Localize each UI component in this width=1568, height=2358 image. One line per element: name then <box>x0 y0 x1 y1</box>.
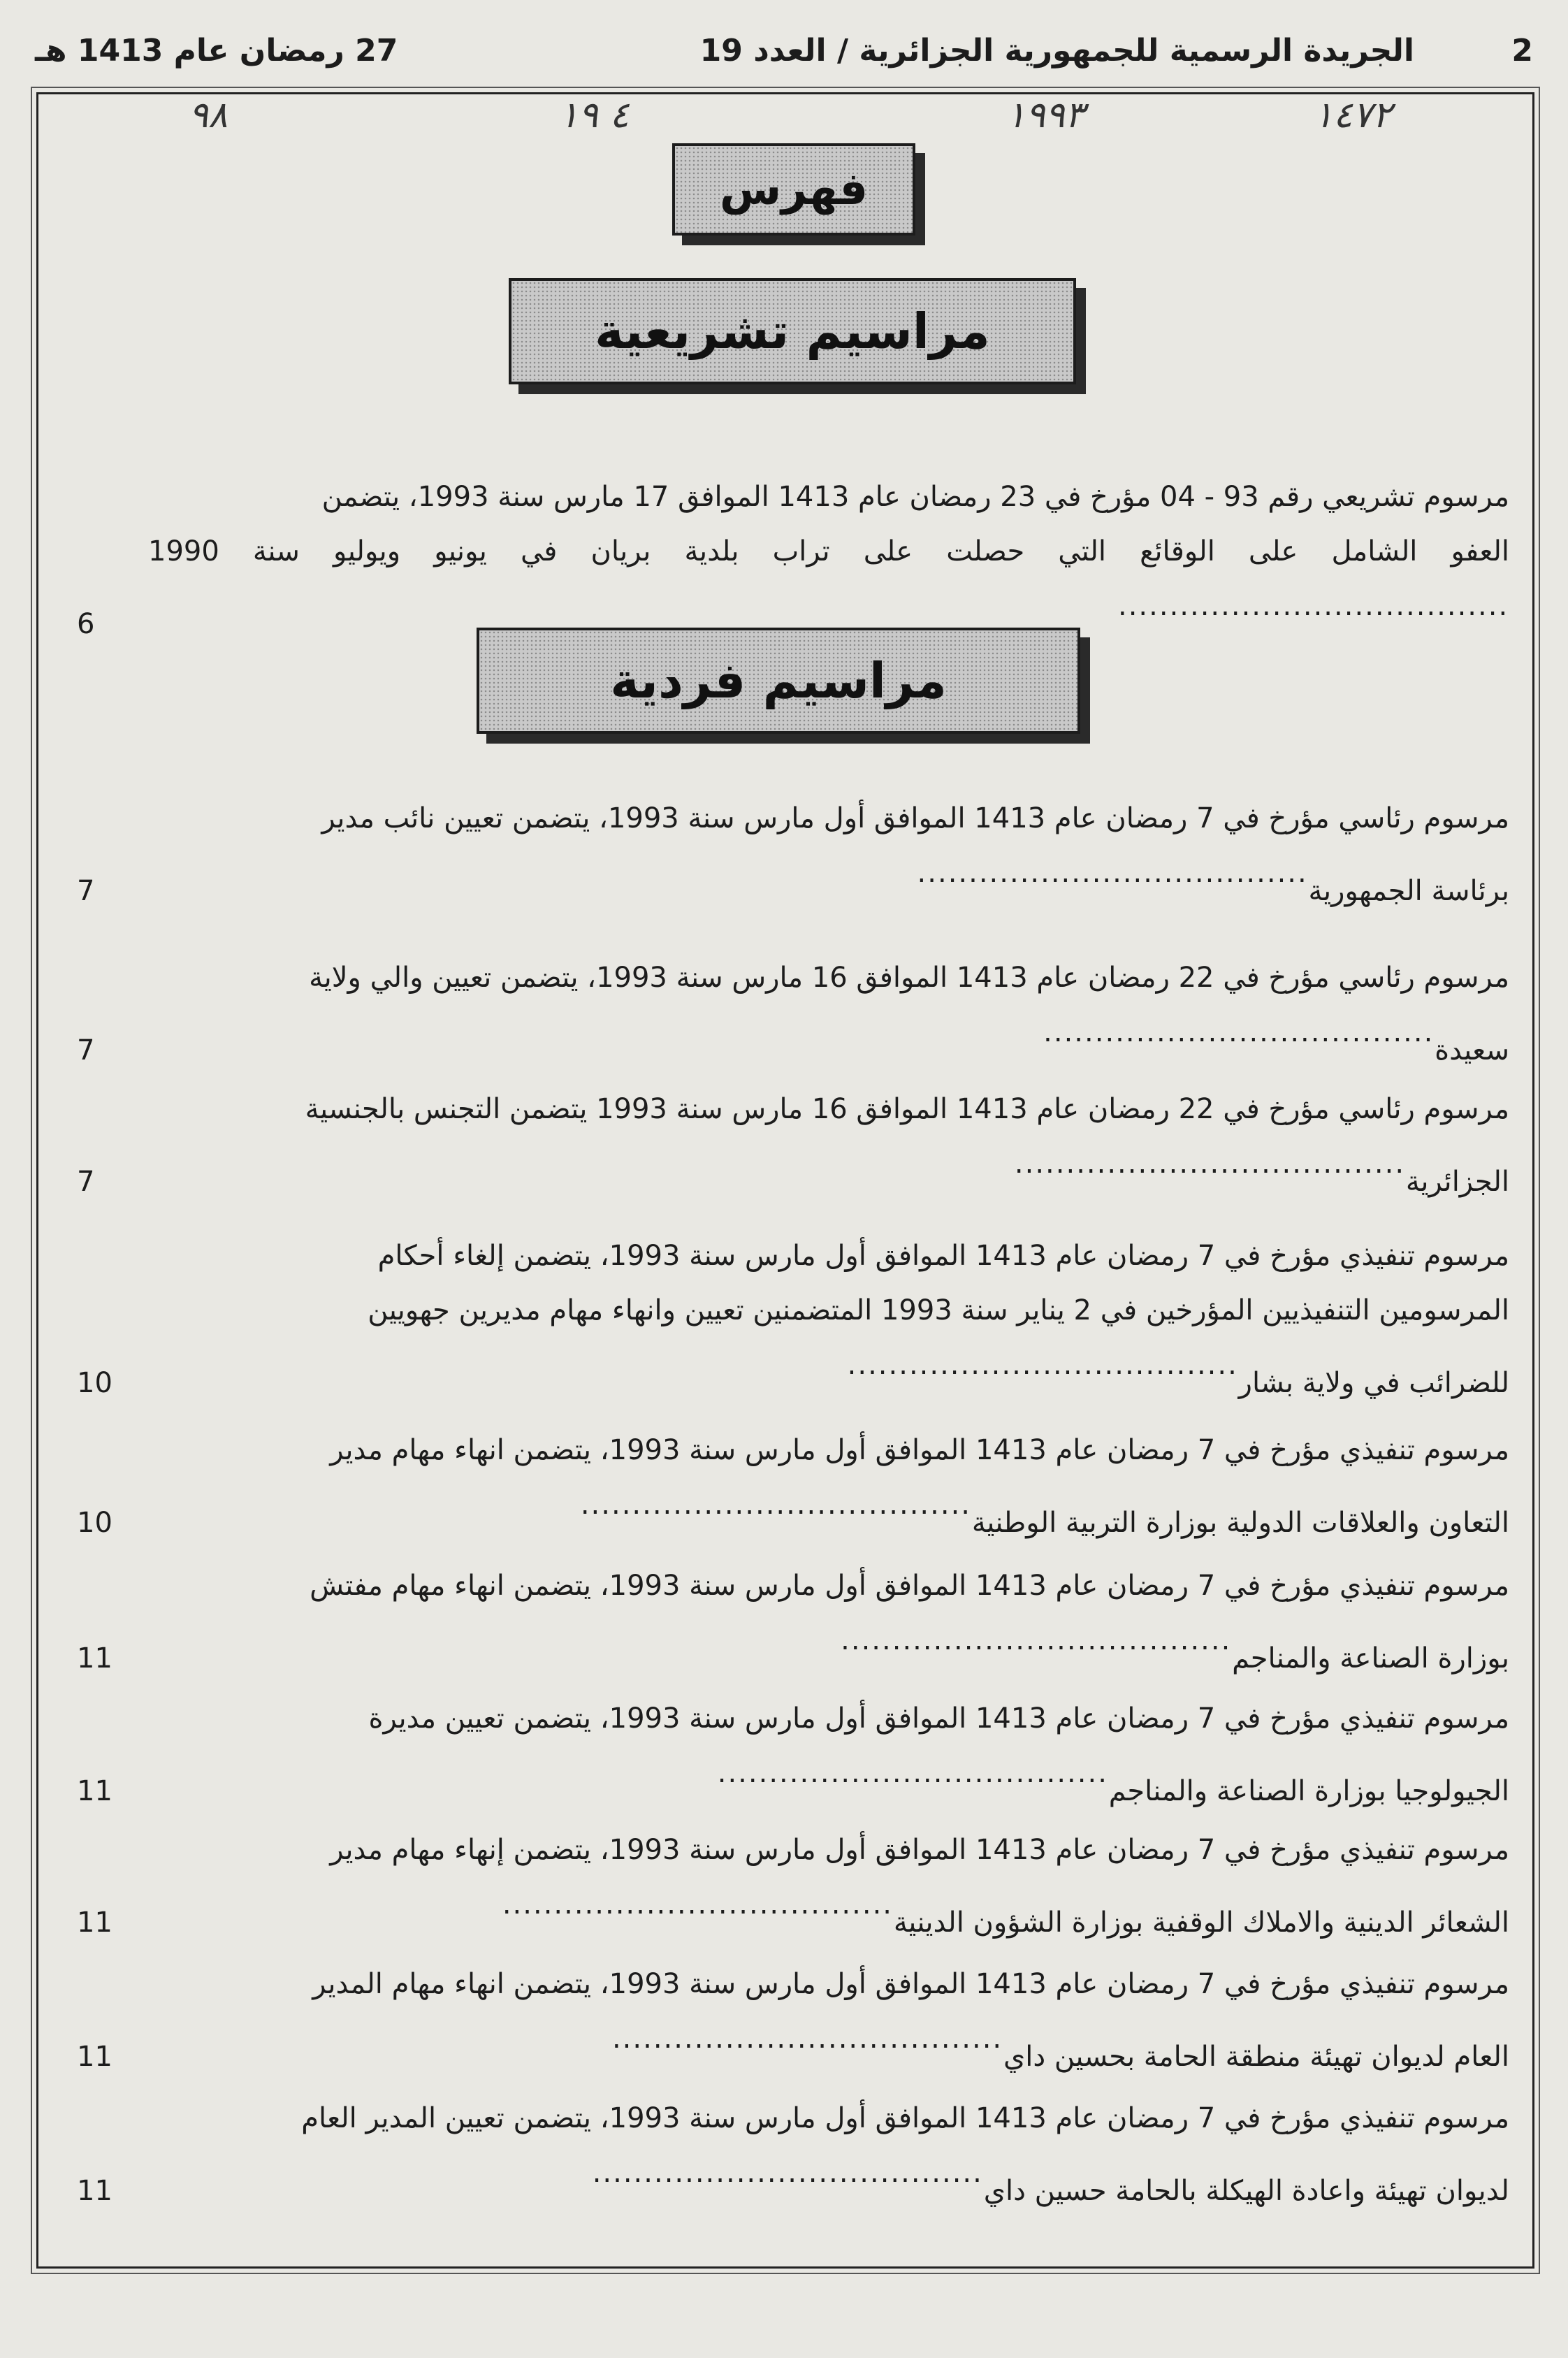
toc-entry[interactable] <box>57 1082 1509 1209</box>
toc-entry[interactable] <box>57 1423 1509 1550</box>
toc-entry[interactable] <box>57 1957 1509 2084</box>
toc-entry[interactable] <box>57 1229 1509 1410</box>
toc-entry-line: المرسومين التنفيذيين المؤرخين في 2 يناير سنة 1993 المتضمنين تعيين وانهاء مهام مديرين جهويين <box>368 1294 1509 1326</box>
toc-entry-line: مرسوم تشريعي رقم 93 - 04 مؤرخ في 23 رمضان عام 1413 الموافق 17 مارس سنة 1993، يتضمن <box>321 481 1509 513</box>
toc-entry-line: برئاسة الجمهورية <box>1308 875 1509 907</box>
toc-page-number: 10 <box>77 1367 112 1399</box>
toc-entry-line: الجزائرية <box>1405 1166 1509 1198</box>
toc-page-number: 11 <box>77 1642 112 1675</box>
individual-decrees-title: مراسيم فردية <box>477 628 1080 734</box>
toc-entry-line: مرسوم رئاسي مؤرخ في 22 رمضان عام 1413 الموافق 16 مارس سنة 1993 يتضمن التجنس بالجنسية <box>305 1093 1509 1125</box>
toc-page-number: 10 <box>77 1507 112 1539</box>
toc-entry[interactable] <box>57 1823 1509 1950</box>
toc-entry-line: العفو الشامل على الوقائع التي حصلت على تراب بلدية بريان في يونيو ويوليو سنة 1990 <box>148 535 1509 567</box>
toc-entry-line: سعيدة <box>1435 1034 1509 1066</box>
toc-page-number: 6 <box>77 608 95 640</box>
toc-entry-line: مرسوم تنفيذي مؤرخ في 7 رمضان عام 1413 الموافق أول مارس سنة 1993، يتضمن انهاء مهام المدير <box>312 1968 1509 2000</box>
toc-page-number: 7 <box>77 875 95 907</box>
toc-entry-line: للضرائب في ولاية بشار <box>1238 1367 1509 1399</box>
toc-page-number: 11 <box>77 1775 112 1807</box>
gazette-title: الجريدة الرسمية للجمهورية الجزائرية / العدد 19 <box>699 33 1414 68</box>
toc-page-number: 7 <box>77 1034 95 1066</box>
index-title: فهرس <box>672 143 915 236</box>
toc-page-number: 11 <box>77 2175 112 2207</box>
toc-entry[interactable] <box>57 1691 1509 1818</box>
handwritten-note-center: ١٩٩٣ <box>1006 94 1084 136</box>
handwritten-note-left: ٩٨ <box>189 94 228 136</box>
page-header <box>28 13 1540 89</box>
dot-leader <box>1118 579 1509 633</box>
toc-entry-line: مرسوم تنفيذي مؤرخ في 7 رمضان عام 1413 الموافق أول مارس سنة 1993، يتضمن إلغاء أحكام <box>377 1240 1509 1272</box>
toc-entry-line: العام لديوان تهيئة منطقة الحامة بحسين داي <box>1003 2041 1509 2073</box>
toc-entry-line: لديوان تهيئة واعادة الهيكلة بالحامة حسين داي <box>983 2175 1509 2207</box>
toc-entry[interactable] <box>57 791 1509 918</box>
toc-page-number: 11 <box>77 2041 112 2073</box>
dot-leader <box>718 1746 1109 1800</box>
dot-leader <box>841 1613 1232 1668</box>
toc-page-number: 11 <box>77 1907 112 1939</box>
toc-entry-line: مرسوم تنفيذي مؤرخ في 7 رمضان عام 1413 الموافق أول مارس سنة 1993، يتضمن تعيين مديرة <box>368 1702 1509 1735</box>
toc-entry-line: الشعائر الدينية والاملاك الوقفية بوزارة الشؤون الدينية <box>893 1907 1509 1939</box>
toc-entry-line: مرسوم رئاسي مؤرخ في 7 رمضان عام 1413 الموافق أول مارس سنة 1993، يتضمن تعيين نائب مدير <box>321 802 1509 834</box>
dot-leader <box>848 1338 1239 1392</box>
toc-entry-line: مرسوم تنفيذي مؤرخ في 7 رمضان عام 1413 الموافق أول مارس سنة 1993، يتضمن انهاء مهام مفتش <box>310 1570 1509 1602</box>
dot-leader <box>581 1477 972 1532</box>
handwritten-note-right: ١٤٧٢ <box>1314 94 1392 136</box>
toc-entry-line: مرسوم رئاسي مؤرخ في 22 رمضان عام 1413 الموافق 16 مارس سنة 1993، يتضمن تعيين والي ولاية <box>309 962 1509 994</box>
toc-entry[interactable] <box>57 950 1509 1078</box>
toc-entry[interactable] <box>57 470 1509 651</box>
toc-entry-line: مرسوم تنفيذي مؤرخ في 7 رمضان عام 1413 الموافق أول مارس سنة 1993، يتضمن انهاء مهام مدير <box>330 1434 1509 1466</box>
toc-entry-line: مرسوم تنفيذي مؤرخ في 7 رمضان عام 1413 الموافق أول مارس سنة 1993، يتضمن إنهاء مهام مدير <box>330 1834 1509 1866</box>
toc-entry-line: بوزارة الصناعة والمناجم <box>1232 1642 1509 1675</box>
toc-entry-line: التعاون والعلاقات الدولية بوزارة التربية الوطنية <box>971 1507 1509 1539</box>
dot-leader <box>593 2146 984 2200</box>
dot-leader <box>917 846 1309 900</box>
toc-entry[interactable] <box>57 1558 1509 1686</box>
dot-leader <box>1043 1005 1435 1059</box>
dot-leader <box>612 2011 1003 2066</box>
toc-entry[interactable] <box>57 2091 1509 2218</box>
handwritten-note-center-left: ٤ ١٩ <box>559 94 630 136</box>
legislative-decrees-title: مراسيم تشريعية <box>509 278 1076 384</box>
page-number: 2 <box>1511 33 1533 68</box>
toc-page-number: 7 <box>77 1166 95 1198</box>
hijri-date: 27 رمضان عام 1413 هـ <box>35 33 398 68</box>
toc-entry-line: مرسوم تنفيذي مؤرخ في 7 رمضان عام 1413 الموافق أول مارس سنة 1993، يتضمن تعيين المدير العام <box>301 2102 1509 2134</box>
dot-leader <box>1015 1136 1406 1191</box>
toc-entry-line: الجيولوجيا بوزارة الصناعة والمناجم <box>1108 1775 1509 1807</box>
dot-leader <box>502 1877 894 1932</box>
